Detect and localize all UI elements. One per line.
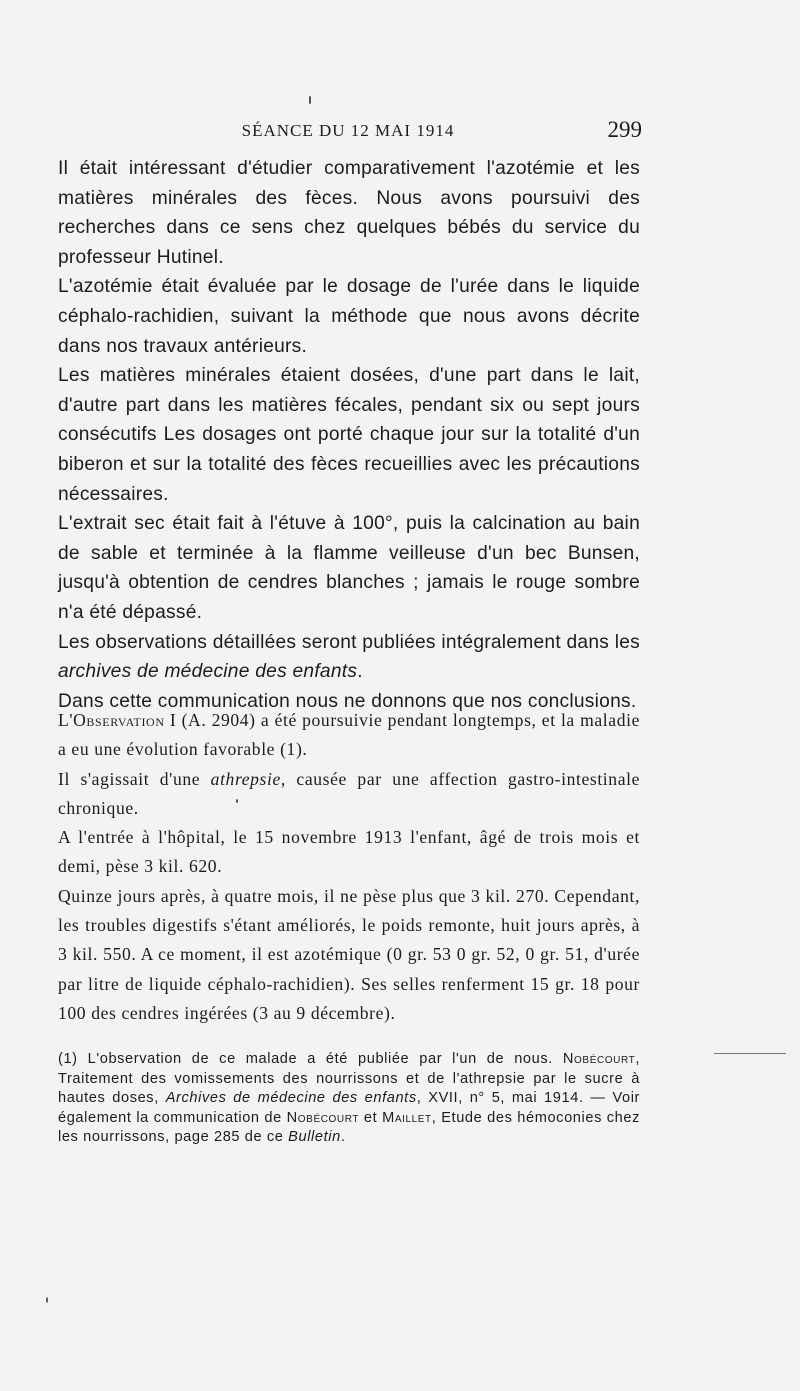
running-head — [58, 117, 642, 145]
paragraph-text: . — [357, 661, 363, 683]
footnote — [58, 1050, 640, 1148]
paragraph-text: , causée par une affection gastro-intestinale chronique. — [58, 768, 641, 818]
paragraph-text: I (A. 2904) a été poursuivie pendant longtemps, et la maladie a eu une évolution favorable (1). — [58, 710, 640, 760]
footnote-fragment: , XVII, n° 5, mai 1914. — Voir également la communication de — [58, 1090, 640, 1126]
footnote-fragment: (1) L'observation de ce malade a été publiée par l'un de nous. — [58, 1051, 563, 1067]
paragraph: Dans cette communication nous ne donnons que nos conclusions. — [58, 690, 637, 712]
bulletin-title: Bulletin — [288, 1129, 341, 1145]
observation-paragraph — [58, 765, 640, 824]
body-text — [58, 154, 640, 716]
paragraph: L'extrait sec était fait à l'étuve à 100°, puis la calcination au bain de sable et terminée à la flamme veilleuse d'un bec Bunsen, jusqu'à obtention de cendres blanches ; jamais le rouge sombre n'a été dépassé. — [58, 513, 640, 623]
paragraph-text: Il s'agissait d'une — [58, 768, 211, 789]
footnote-fragment: , Traitement des vomissements des nourrissons et de l'athrepsie par le sucre à hautes doses, — [58, 1051, 640, 1106]
author-name: Nobécourt — [286, 1109, 360, 1126]
journal-title: archives de médecine des enfants — [58, 661, 358, 683]
author-name: Nobécourt — [562, 1051, 636, 1067]
footnote-fragment: , Etude des hémoconies chez les nourrissons, page 285 de ce — [58, 1109, 640, 1145]
observation-paragraph — [58, 706, 640, 765]
journal-title: Archives de médecine des enfants — [165, 1090, 417, 1106]
paragraph: Les matières minérales étaient dosées, d'une part dans le lait, d'autre part dans les matières fécales, pendant six ou sept jours consécutifs Les dosages ont porté chaque jour sur la totalité d'un biberon et sur la totalité des fèces recueillies avec les précautions nécessaires. — [58, 365, 640, 505]
observation-section — [58, 706, 640, 1028]
page-number: 299 — [607, 117, 642, 142]
footnote-fragment: . — [340, 1129, 346, 1145]
paragraph-text: Les observations détaillées seront publiées intégralement dans les — [58, 631, 640, 653]
margin-rule — [714, 1053, 786, 1054]
observation-paragraph: Quinze jours après, à quatre mois, il ne pèse plus que 3 kil. 270. Cependant, les troubles digestifs s'étant améliorés, le poids remonte, huit jours après, à 3 kil. 550. A ce moment, il est azotémique (0 gr. 53 0 gr. 52, 0 gr. 51, d'urée par litre de liquide céphalo-rachidien). Ses selles renferment 15 gr. 18 pour 100 des cendres ingérées (3 au 9 décembre). — [58, 885, 640, 1023]
paragraph — [58, 628, 640, 687]
running-head-title: SÉANCE DU 12 MAI 1914 — [241, 121, 455, 140]
ink-speck — [46, 1297, 48, 1303]
observation-label: L'Observation — [58, 710, 165, 730]
footnote-text — [58, 1050, 640, 1148]
author-name: Maillet — [382, 1109, 432, 1126]
ink-speck — [309, 96, 311, 104]
paragraph: L'azotémie était évaluée par le dosage de l'urée dans le liquide céphalo-rachidien, suivant la méthode que nous avons décrite dans nos travaux antérieurs. — [58, 276, 640, 357]
diagnosis-term: athrepsie — [210, 768, 281, 789]
paragraph: Il était intéressant d'étudier comparativement l'azotémie et les matières minérales des fèces. Nous avons poursuivi des recherches dans ce sens chez quelques bébés du service du professeur Hutinel. — [58, 158, 640, 268]
observation-paragraph: A l'entrée à l'hôpital, le 15 novembre 1913 l'enfant, âgé de trois mois et demi, pèse 3 kil. 620. — [58, 827, 640, 877]
footnote-fragment: et — [359, 1109, 383, 1126]
